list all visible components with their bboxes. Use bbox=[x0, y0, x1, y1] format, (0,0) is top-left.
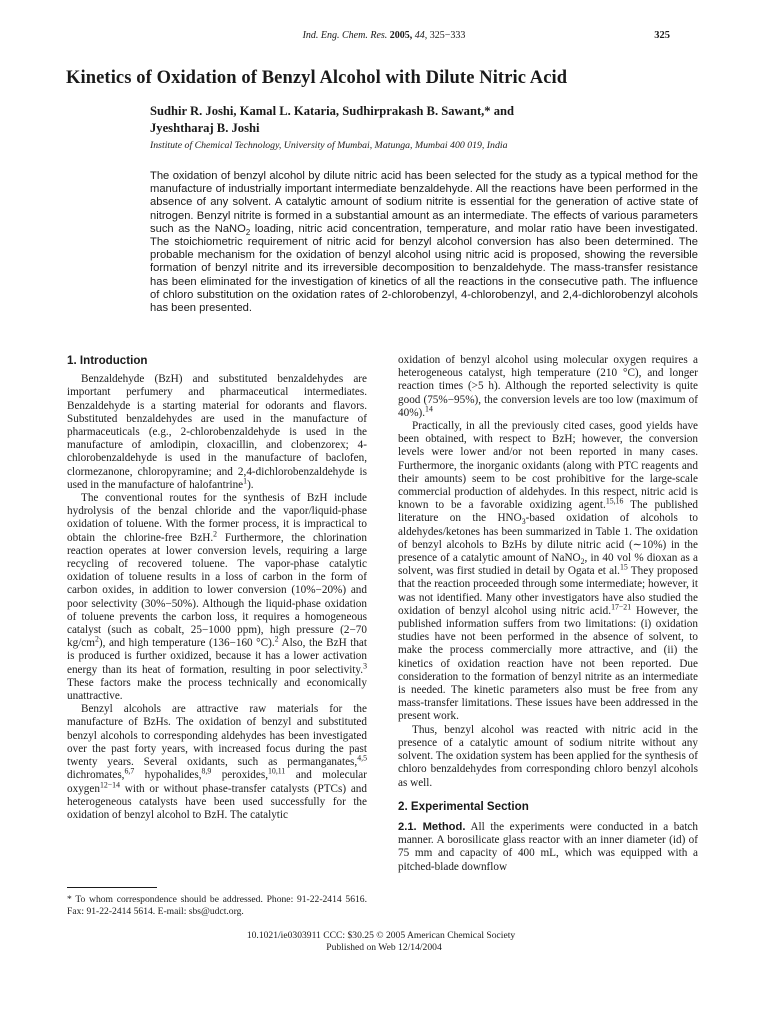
subscript: 2 bbox=[580, 557, 585, 567]
journal-name: Ind. Eng. Chem. Res. bbox=[302, 30, 388, 41]
right-paragraph-1: oxidation of benzyl alcohol using molecular oxygen requires a heterogeneous catalyst, high temperature (210 °C), and longer reaction times (>5 h). Although the reported selectivity is quite good (75%−95%), the conversion levels are too low (maximum of 40%).$^{14}$ bbox=[398, 354, 698, 419]
journal-pages: 325−333 bbox=[429, 30, 466, 41]
citation: 2 bbox=[213, 528, 218, 538]
citation: 3 bbox=[363, 660, 367, 670]
page-number: 325 bbox=[654, 30, 670, 41]
right-paragraph-2: Practically, in all the previously cited cases, good yields have been obtained, with respect to BzH; however, the conversion levels were lower and/or not been reported in many cases. Furthermore, the inorganic oxidants (along with PTC reagents and their amounts) seem to be cost prohibitive for the large-scale commercial production of aldehydes. In this respect, nitric acid is known to be a favorable oxidizing agent.$^{15,16}$ The published literature on the $HNO_3$-based oxidation of alcohols to aldehydes/ketones has been summarized in Table 1. The oxidation of benzyl alcohols to BzHs by dilute nitric acid (∼10%) in the presence of a catalytic amount of NaNO$_2$, in 40 vol % dioxan as a solvent, was first studied in detail by Ogata et al.$^{15}$ They proposed that the reaction proceeded through some intermediate; however, it was not identified. Many other investigators have also studied the oxidation of benzyl alcohol using nitric acid.$^{17-21}$ However, the published information suffers from two limitations: (i) oxidation studies have not been performed in the absence of solvent, to make the process commercially more attractive, and (ii) the kinetics of oxidation reaction have not been reported. Due consideration to the formation of benzyl nitrite as an intermediate is needed. The kinetic parameters also must be free from any mass-transfer limitations. These issues have been addressed in the present work. bbox=[398, 420, 698, 723]
introduction-heading: 1. Introduction bbox=[67, 354, 148, 367]
citation: 1 bbox=[243, 476, 248, 486]
author-list bbox=[150, 103, 670, 137]
citation: 10,11 bbox=[268, 766, 286, 776]
citation: 4,5 bbox=[357, 753, 367, 763]
right-paragraph-3: Thus, benzyl alcohol was reacted with nitric acid in the presence of a catalytic amount of sodium nitrite without any solvent. The oxidation system has been applied for the synthesis of chloro benzaldehydes from corresponding chloro benzyl alcohols as well. bbox=[398, 723, 698, 789]
citation: 17−21 bbox=[611, 602, 632, 612]
subscript: 3 bbox=[521, 517, 526, 527]
published-date: Published on Web 12/14/2004 bbox=[326, 941, 442, 953]
experimental-heading: 2. Experimental Section bbox=[398, 799, 529, 813]
page-footer bbox=[0, 930, 768, 953]
intro-paragraph-2: The conventional routes for the synthesis of BzH include hydrolysis of the benzal chloride and the vapor/liquid-phase oxidation of toluene. With the former process, it is impractical to obtain the chlorine-free BzH.$^2$ Furthermore, the chlorination reaction operates at lower conversion levels, requiring a large recycling of recovered toluene. The vapor-phase catalytic oxidation of toluene results in a loss of carbon in the form of carbon oxides, in addition to lower conversion (10%−20%) and poor selectivity (30%−50%). Although the liquid-phase oxidation of toluene prevents the carbon loss, it requires a homogeneous catalyst (such as cobalt, 25−1000 ppm), high pressure (2−70 $kg/cm^2$), and high temperature (136−160 °C).$^2$ Also, the BzH that is produced is further oxidized, because it has a lower activation energy than its heat of formation, resulting in poor selectivity.$^3$ These factors make the process technically and economically unattractive. bbox=[67, 492, 367, 703]
citation: 14 bbox=[425, 404, 433, 414]
right-column: oxidation of benzyl alcohol using molecular oxygen requires a heterogeneous catalyst, high temperature (210 °C), and longer reaction times (>5 h). Although the reported selectivity is quite good (75%−95%), the conversion levels are too low (maximum of 40%).$^{14}$ Practically, in all the previously cited cases, good yields have been obtained, with respect to BzH; however, the conversion levels were lower and/or not been reported in many cases. Furthermore, the inorganic oxidants (along with PTC reagents and their amounts) seem to be cost prohibitive for the large-scale commercial production of aldehydes. In this respect, nitric acid is known to be a favorable oxidizing agent.$^{15,16}$ The published literature on the $HNO_3$-based oxidation of alcohols to aldehydes/ketones has been summarized in Table 1. The oxidation of benzyl alcohols to BzHs by dilute nitric acid (∼10%) in the presence of a catalytic amount of NaNO$_2$, in 40 vol % dioxan as a solvent, was first studied in detail by Ogata et al.$^{15}$ They proposed that the reaction proceeded through some intermediate; however, it was not identified. Many other investigators have also studied the oxidation of benzyl alcohol using nitric acid.$^{17-21}$ However, the published information suffers from two limitations: (i) oxidation studies have not been performed in the absence of solvent, to make the process commercially more attractive, and (ii) the kinetics of oxidation reaction have not been reported. Due consideration to the formation of benzyl nitrite as an intermediate is needed. The kinetic parameters also must be free from any mass-transfer limitations. These issues have been addressed in the present work. Thus, benzyl alcohol was reacted with nitric acid in the presence of a catalytic amount of sodium nitrite without any solvent. The oxidation system has been applied for the synthesis of chloro benzaldehydes from corresponding chloro benzyl alcohols as well. 2. Experimental Section 2.1. Method. All the experiments were conducted in a batch manner. A borosilicate glass reactor with an inner diameter (id) of 75 mm and capacity of 400 mL, which was equipped with a pitched-blade downflow bbox=[398, 354, 698, 873]
method-heading: 2.1. Method. bbox=[398, 820, 466, 833]
running-header bbox=[0, 30, 768, 41]
intro-paragraph-1: Benzaldehyde (BzH) and substituted benzaldehydes are important perfumery and pharmaceutical intermediates. Benzaldehyde is a starting material for odorants and flavors. Substituted benzaldehydes are used in the manufacture of pharmaceuticals (e.g., 2-chlorobenzaldehyde is used in the manufacture of amlodipin, cloxacillin, and clobenzorex; 4-chlorobenzaldehyde is used in the manufacture of baclofen, clormezanone, chloropyramine; and 2,4-dichlorobenzaldehyde is used in the manufacture of halofantrine$^1$). bbox=[67, 373, 367, 491]
superscript: 2 bbox=[94, 634, 99, 644]
citation: 15,16 bbox=[605, 496, 624, 506]
citation: 2 bbox=[274, 634, 279, 644]
footnote-divider bbox=[67, 887, 157, 888]
citation: 12−14 bbox=[99, 779, 121, 789]
doi-line: 10.1021/ie0303911 CCC: $30.25 © 2005 American Chemical Society bbox=[246, 930, 516, 941]
intro-paragraph-3: Benzyl alcohols are attractive raw materials for the manufacture of BzHs. The oxidation of benzyl and substituted benzyl alcohols to corresponding aldehydes has been investigated over the past forty years, with increased focus during the past twenty years. Several oxidants, such as permanganates,$^{4,5}$ dichromates,$^{6,7}$ hypohalides,$^{8,9}$ peroxides,$^{10,11}$ and molecular oxygen$^{12-14}$ with or without phase-transfer catalysts (PTCs) and heterogeneous catalysts have been used successfully for the oxidation of benzyl alcohol to BzH. The catalytic bbox=[67, 703, 367, 821]
citation: 8,9 bbox=[201, 766, 212, 776]
authors-line-2: Jyeshtharaj B. Joshi bbox=[150, 121, 260, 135]
journal-volume: 44, bbox=[414, 30, 428, 41]
article-title: Kinetics of Oxidation of Benzyl Alcohol with Dilute Nitric Acid bbox=[66, 68, 568, 88]
authors-line-1: Sudhir R. Joshi, Kamal L. Kataria, Sudhirprakash B. Sawant,* and bbox=[150, 104, 515, 118]
abstract-subscript: 2 bbox=[245, 228, 251, 238]
left-column bbox=[67, 354, 367, 822]
affiliation: Institute of Chemical Technology, University of Mumbai, Matunga, Mumbai 400 019, India bbox=[150, 140, 508, 151]
abstract bbox=[150, 170, 698, 315]
citation: 6,7 bbox=[124, 766, 135, 776]
journal-year: 2005, bbox=[389, 30, 413, 41]
abstract-text-2: loading, nitric acid concentration, temperature, and molar ratio have been investigated. The stoichiometric requirement of nitric acid for benzyl alcohol conversion has also been determined. The probable mechanism for the oxidation of benzyl alcohol using nitric acid is proposed, showing the reversible formation of benzyl nitrite and its irreversible decomposition to benzaldehyde. The mass-transfer resistance has been eliminated for the investigation of kinetics of all the reactions in the consecutive path. The influence of chloro substitution on the oxidation rates of 2-chlorobenzyl, 4-chlorobenzyl, and 2,4-dichlorobenzyl alcohols has been presented. bbox=[150, 222, 698, 315]
abstract-text-1: The oxidation of benzyl alcohol by dilute nitric acid has been selected for the study as a typical method for the manufacture of industrially important intermediate benzaldehyde. All the reactions have been performed in the absence of any solvent. A catalytic amount of sodium nitrite is essential for the generation of active state of nitrogen. Benzyl nitrite is formed in a substantial amount as an intermediate. The effects of various parameters such as the NaNO bbox=[150, 170, 698, 235]
citation: 15 bbox=[619, 562, 628, 572]
correspondence-footnote: * To whom correspondence should be addressed. Phone: 91-22-2414 5616. Fax: 91-22-2414 5614. E-mail: sbs@udct.org. bbox=[67, 894, 367, 917]
